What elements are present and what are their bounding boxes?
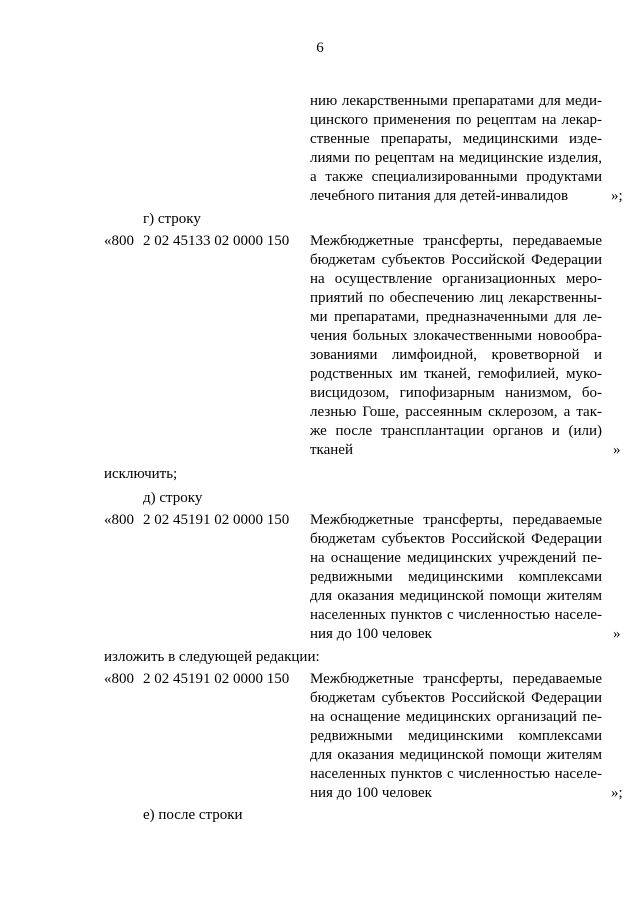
- text-line: на оснащение медицинских учреждений пе-: [310, 550, 602, 566]
- text-line: приятий по обеспечению лиц лекарственны-: [310, 290, 602, 306]
- page-number: 6: [316, 40, 324, 56]
- text-line: ственные препараты, медицинскими изде-: [310, 131, 602, 147]
- text-line: на осуществление организационных меро-: [310, 271, 602, 287]
- closing-quote: »: [613, 442, 621, 458]
- budget-code: 2 02 45191 02 0000 150: [143, 671, 290, 687]
- text-line: нию лекарственными препаратами для меди-: [310, 93, 602, 109]
- text-line: для оказания медицинской помощи жителям: [310, 588, 602, 604]
- text-line: для оказания медицинской помощи жителям: [310, 747, 602, 763]
- text-line: лезнью Гоше, рассеянным склерозом, а так-: [310, 404, 602, 420]
- budget-code: 2 02 45133 02 0000 150: [143, 233, 290, 249]
- text-line: лиями по рецептам на медицинские изделия,: [310, 150, 602, 166]
- text-line: на оснащение медицинских организаций пе-: [310, 709, 602, 725]
- text-line: а также специализированными продуктами: [310, 169, 602, 185]
- closing-quote: »;: [611, 188, 623, 204]
- text-line: редвижными медицинскими комплексами: [310, 569, 602, 585]
- closing-quote: »;: [611, 785, 623, 801]
- item-d-label: д) строку: [143, 490, 203, 506]
- text-line: чения больных злокачественными новообра-: [310, 328, 602, 344]
- text-line: населенных пунктов с численностью населе-: [310, 607, 602, 623]
- text-line: бюджетам субъектов Российской Федерации: [310, 531, 602, 547]
- text-line: Межбюджетные трансферты, передаваемые: [310, 233, 602, 249]
- text-line: ми препаратами, предназначенными для ле-: [310, 309, 602, 325]
- text-line: Межбюджетные трансферты, передаваемые: [310, 512, 602, 528]
- text-line: тканей: [310, 442, 353, 458]
- text-line: ния до 100 человек: [310, 785, 432, 801]
- text-line: бюджетам субъектов Российской Федерации: [310, 690, 602, 706]
- item-e-label: е) после строки: [143, 807, 243, 823]
- text-line: цинского применения по рецептам на лекар-: [310, 112, 602, 128]
- text-line: Межбюджетные трансферты, передаваемые: [310, 671, 602, 687]
- text-line: населенных пунктов с численностью населе-: [310, 766, 602, 782]
- open-quote-code: «800: [104, 671, 134, 687]
- text-line: ния до 100 человек: [310, 626, 432, 642]
- closing-quote: »: [613, 626, 621, 642]
- budget-code: 2 02 45191 02 0000 150: [143, 512, 290, 528]
- text-line: бюджетам субъектов Российской Федерации: [310, 252, 602, 268]
- restate-instruction: изложить в следующей редакции:: [104, 649, 320, 665]
- text-line: висцидозом, гипофизарным нанизмом, бо-: [310, 385, 602, 401]
- text-line: редвижными медицинскими комплексами: [310, 728, 602, 744]
- item-g-label: г) строку: [143, 211, 201, 227]
- text-line: лечебного питания для детей-инвалидов: [310, 188, 569, 204]
- text-line: зованиями лимфоидной, кроветворной и: [310, 347, 602, 363]
- open-quote-code: «800: [104, 233, 134, 249]
- exclude-instruction: исключить;: [104, 466, 178, 482]
- open-quote-code: «800: [104, 512, 134, 528]
- text-line: же после трансплантации органов и (или): [310, 423, 602, 439]
- text-line: родственных им тканей, гемофилией, муко-: [310, 366, 602, 382]
